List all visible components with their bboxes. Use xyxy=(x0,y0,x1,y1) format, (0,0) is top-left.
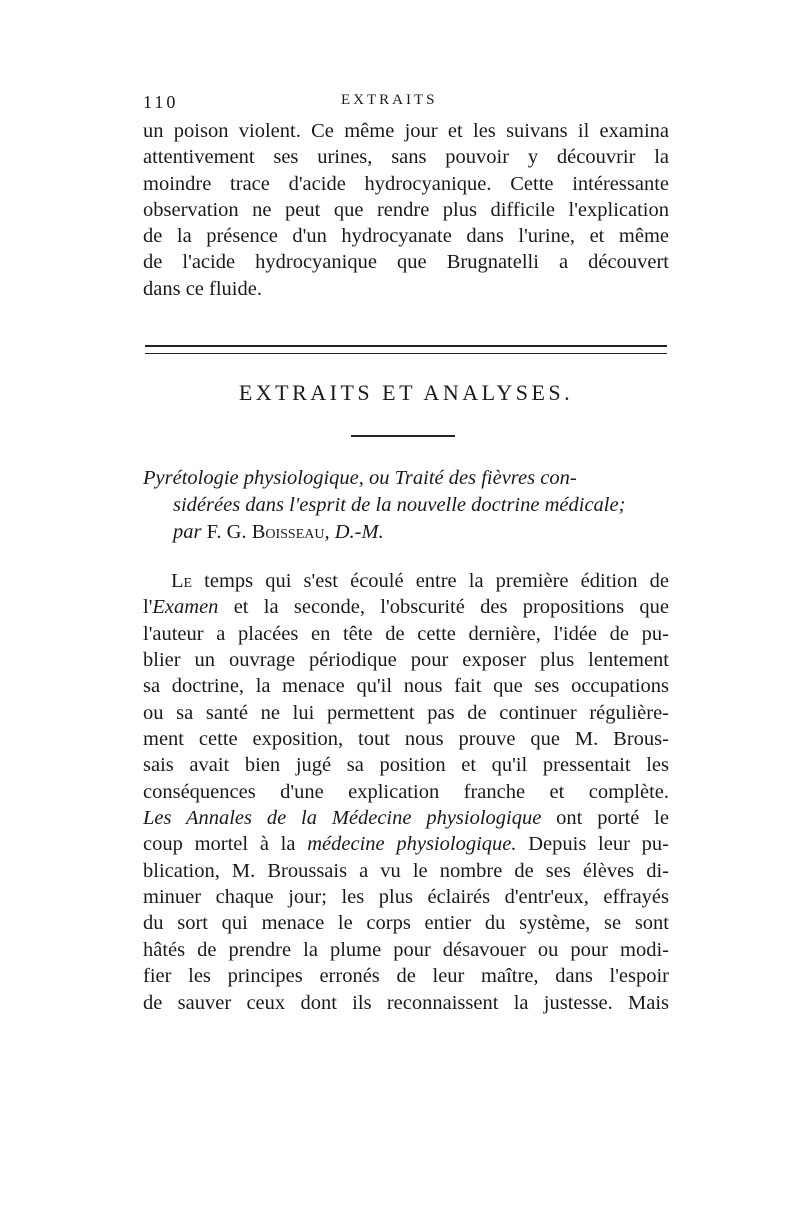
main-paragraph xyxy=(143,568,669,1016)
page-header xyxy=(143,92,669,118)
title-underline-rule xyxy=(351,435,455,437)
italic-segment: Les Annales de la Médecine physiologique xyxy=(143,807,542,830)
text-line: sais avait bien jugé sa position et qu'il pressentait les xyxy=(143,754,669,777)
text-line xyxy=(143,568,669,594)
text-line: un poison violent. Ce même jour et les suivans il examina xyxy=(143,120,669,142)
text-line: sa doctrine, la menace qu'il nous fait que ses occupations xyxy=(143,675,669,698)
drop-cap-word: Le xyxy=(171,570,193,592)
text-line: blier un ouvrage périodique pour exposer plus lentement xyxy=(143,649,669,672)
text-line: de la présence d'un hydrocyanate dans l'urine, et même xyxy=(143,225,669,248)
text-line: l'auteur a placées en tête de cette dernière, l'idée de pu- xyxy=(143,622,669,645)
text-line: de l'acide hydrocyanique que Brugnatelli a découvert xyxy=(143,251,669,274)
text-line: dans ce fluide. xyxy=(143,277,262,300)
author-degree: , D.-M. xyxy=(324,521,384,543)
text-line: ment cette exposition, tout nous prouve que M. Brous- xyxy=(143,728,669,751)
text-line: observation ne peut que rendre plus difficile l'explication xyxy=(143,198,669,221)
book-reference xyxy=(143,465,669,546)
book-title-line: sidérées dans l'esprit de la nouvelle doctrine médicale; xyxy=(173,494,626,516)
section-divider-double-rule xyxy=(145,345,667,354)
text-line: minuer chaque jour; les plus éclairés d'entr'eux, effrayés xyxy=(143,886,669,909)
text-segment: temps qui s'est écoulé entre la première édition de xyxy=(192,570,669,592)
text-line: hâtés de prendre la plume pour désavouer ou pour modi- xyxy=(143,938,669,961)
text-line: ou sa santé ne lui permettent pas de continuer régulière- xyxy=(143,701,669,724)
text-line xyxy=(143,805,669,831)
text-line xyxy=(143,831,669,857)
text-line: conséquences d'une explication franche et complète. xyxy=(143,780,669,803)
text-line: du sort qui menace le corps entier du système, se sont xyxy=(143,912,669,935)
text-line: fier les principes erronés de leur maître, dans l'espoir xyxy=(143,965,669,988)
book-title-line: Pyrétologie physiologique, ou Traité des fièvres con- xyxy=(143,467,577,489)
text-line: moindre trace d'acide hydrocyanique. Cette intéressante xyxy=(143,172,669,195)
italic-segment: médecine physiologique. xyxy=(307,833,517,856)
book-author-line xyxy=(143,519,669,546)
text-segment: ont porté le xyxy=(541,807,669,830)
text-line xyxy=(143,594,669,620)
text-segment: Depuis leur pu- xyxy=(516,833,669,856)
page-number: 110 xyxy=(143,92,179,112)
author-initials: F. G. xyxy=(206,521,247,543)
author-surname: Boisseau xyxy=(251,521,325,543)
italic-segment: Examen xyxy=(152,596,219,619)
text-segment: l' xyxy=(143,596,153,619)
text-segment: et la seconde, l'obscurité des propositions que xyxy=(218,596,669,619)
text-line: de sauver ceux dont ils reconnaissent la justesse. Mais xyxy=(143,991,669,1014)
author-by: par xyxy=(173,521,202,543)
text-segment: coup mortel à la xyxy=(143,833,308,856)
text-line: attentivement ses urines, sans pouvoir y découvrir la xyxy=(143,146,669,169)
text-line: blication, M. Broussais a vu le nombre de ses élèves di- xyxy=(143,859,669,882)
section-title: EXTRAITS ET ANALYSES. xyxy=(238,380,574,405)
continued-paragraph xyxy=(143,118,669,302)
running-head: EXTRAITS xyxy=(341,92,438,108)
